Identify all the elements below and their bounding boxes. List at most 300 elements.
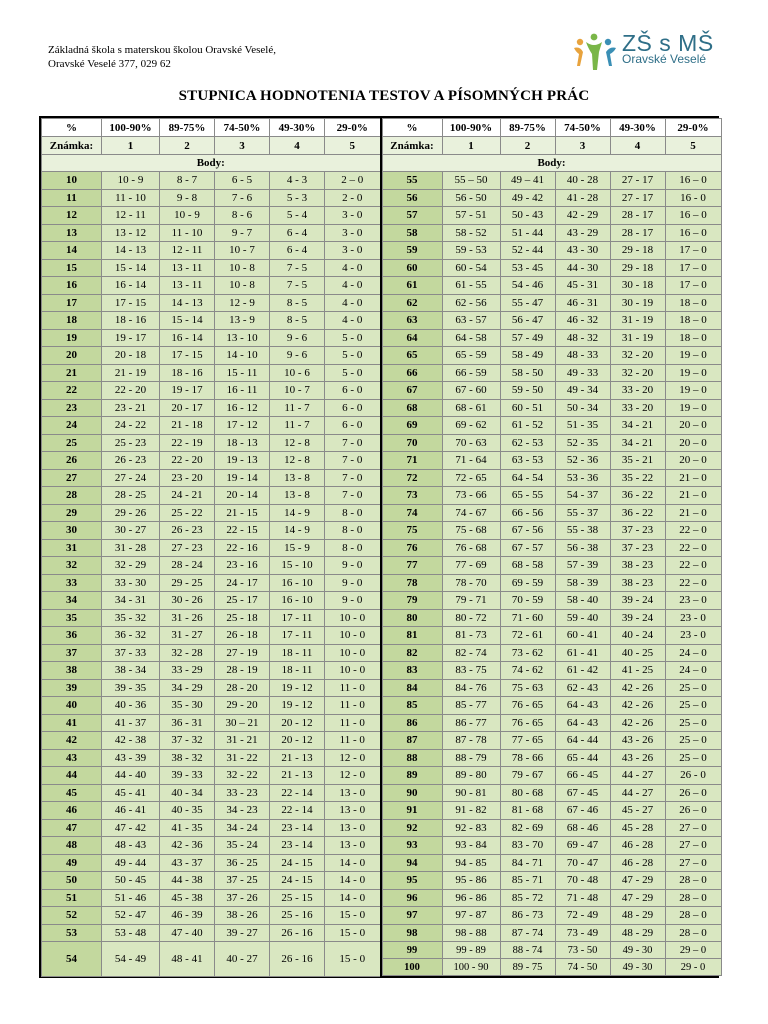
points-range-cell: 17 - 11 xyxy=(270,609,325,627)
table-row xyxy=(382,802,721,820)
points-range-cell: 20 - 18 xyxy=(102,347,160,365)
points-range-cell: 59 - 40 xyxy=(555,609,610,627)
points-range-cell: 71 - 48 xyxy=(555,889,610,907)
points-range-cell: 45 - 28 xyxy=(610,819,665,837)
points-range-cell: 98 - 88 xyxy=(442,924,500,942)
points-range-cell: 100 - 90 xyxy=(442,959,500,976)
table-row xyxy=(42,767,381,785)
points-range-cell: 27 – 0 xyxy=(665,819,721,837)
points-range-cell: 39 - 35 xyxy=(102,679,160,697)
points-range-cell: 53 - 48 xyxy=(102,924,160,942)
points-range-cell: 67 - 45 xyxy=(555,784,610,802)
max-points-cell: 49 xyxy=(42,854,102,872)
table-row xyxy=(42,592,381,610)
points-range-cell: 51 - 44 xyxy=(500,224,555,242)
points-range-cell: 25 - 15 xyxy=(270,889,325,907)
max-points-cell: 80 xyxy=(382,609,442,627)
points-range-cell: 37 - 32 xyxy=(160,732,215,750)
points-range-cell: 11 - 10 xyxy=(102,189,160,207)
points-range-cell: 40 - 36 xyxy=(102,697,160,715)
points-range-cell: 74 - 67 xyxy=(442,504,500,522)
points-range-cell: 75 - 63 xyxy=(500,679,555,697)
points-range-cell: 25 - 22 xyxy=(160,504,215,522)
points-range-cell: 14 - 10 xyxy=(215,347,270,365)
points-range-cell: 70 - 59 xyxy=(500,592,555,610)
points-range-cell: 38 - 26 xyxy=(215,907,270,925)
points-range-cell: 37 - 26 xyxy=(215,889,270,907)
max-points-cell: 75 xyxy=(382,522,442,540)
points-range-cell: 14 - 9 xyxy=(270,504,325,522)
points-range-cell: 10 - 0 xyxy=(325,644,381,662)
points-range-cell: 42 - 38 xyxy=(102,732,160,750)
max-points-cell: 30 xyxy=(42,522,102,540)
points-range-cell: 68 - 46 xyxy=(555,819,610,837)
points-range-cell: 13 - 8 xyxy=(270,487,325,505)
points-range-cell: 26 - 18 xyxy=(215,627,270,645)
percent-header-row xyxy=(382,119,721,137)
points-range-cell: 17 - 12 xyxy=(215,417,270,435)
table-row xyxy=(382,452,721,470)
max-points-cell: 16 xyxy=(42,277,102,295)
table-row xyxy=(42,224,381,242)
points-range-cell: 32 - 29 xyxy=(102,557,160,575)
points-range-cell: 52 - 36 xyxy=(555,452,610,470)
points-range-cell: 20 - 12 xyxy=(270,732,325,750)
max-points-cell: 48 xyxy=(42,837,102,855)
table-row xyxy=(382,189,721,207)
table-row xyxy=(382,347,721,365)
points-range-cell: 36 - 22 xyxy=(610,504,665,522)
points-range-cell: 11 - 7 xyxy=(270,417,325,435)
max-points-cell: 61 xyxy=(382,277,442,295)
points-range-cell: 11 - 0 xyxy=(325,679,381,697)
points-range-cell: 16 - 10 xyxy=(270,592,325,610)
points-range-cell: 24 - 15 xyxy=(270,854,325,872)
points-range-cell: 40 - 35 xyxy=(160,802,215,820)
max-points-cell: 95 xyxy=(382,872,442,890)
max-points-cell: 77 xyxy=(382,557,442,575)
table-row xyxy=(42,732,381,750)
points-range-cell: 48 - 32 xyxy=(555,329,610,347)
max-points-cell: 26 xyxy=(42,452,102,470)
points-range-cell: 60 - 41 xyxy=(555,627,610,645)
points-range-cell: 18 - 13 xyxy=(215,434,270,452)
points-range-cell: 71 - 60 xyxy=(500,609,555,627)
points-range-cell: 28 - 19 xyxy=(215,662,270,680)
points-range-cell: 10 - 9 xyxy=(160,207,215,225)
percent-range: 49-30% xyxy=(270,119,325,137)
table-row xyxy=(42,942,381,977)
points-range-cell: 29 - 0 xyxy=(665,959,721,976)
points-range-cell: 23 - 16 xyxy=(215,557,270,575)
grading-table xyxy=(39,116,719,978)
points-range-cell: 4 - 0 xyxy=(325,294,381,312)
points-range-cell: 14 - 0 xyxy=(325,854,381,872)
points-range-cell: 29 - 18 xyxy=(610,259,665,277)
points-range-cell: 49 - 42 xyxy=(500,189,555,207)
points-range-cell: 17 - 15 xyxy=(160,347,215,365)
people-logo-icon xyxy=(572,32,618,76)
points-range-cell: 15 - 10 xyxy=(270,557,325,575)
points-range-cell: 13 - 0 xyxy=(325,837,381,855)
points-range-cell: 52 - 47 xyxy=(102,907,160,925)
points-range-cell: 17 - 11 xyxy=(270,627,325,645)
points-range-cell: 83 - 75 xyxy=(442,662,500,680)
points-range-cell: 12 - 8 xyxy=(270,434,325,452)
table-row xyxy=(42,294,381,312)
points-range-cell: 37 - 25 xyxy=(215,872,270,890)
points-range-cell: 8 - 0 xyxy=(325,504,381,522)
points-range-cell: 9 - 0 xyxy=(325,592,381,610)
max-points-cell: 98 xyxy=(382,924,442,942)
max-points-cell: 68 xyxy=(382,399,442,417)
points-range-cell: 39 - 33 xyxy=(160,767,215,785)
max-points-cell: 34 xyxy=(42,592,102,610)
points-range-cell: 86 - 73 xyxy=(500,907,555,925)
points-range-cell: 7 - 0 xyxy=(325,434,381,452)
points-range-cell: 65 - 44 xyxy=(555,749,610,767)
points-range-cell: 4 - 3 xyxy=(270,172,325,190)
table-row xyxy=(42,242,381,260)
points-range-cell: 29 - 20 xyxy=(215,697,270,715)
table-row xyxy=(382,784,721,802)
table-row xyxy=(42,364,381,382)
points-range-cell: 22 - 19 xyxy=(160,434,215,452)
points-range-cell: 2 – 0 xyxy=(325,172,381,190)
percent-label: % xyxy=(42,119,102,137)
points-range-cell: 11 - 7 xyxy=(270,399,325,417)
points-range-cell: 28 – 0 xyxy=(665,889,721,907)
points-range-cell: 61 - 42 xyxy=(555,662,610,680)
points-range-cell: 22 - 16 xyxy=(215,539,270,557)
points-range-cell: 14 - 0 xyxy=(325,872,381,890)
points-range-cell: 55 - 37 xyxy=(555,504,610,522)
grade-value: 1 xyxy=(442,137,500,155)
table-row xyxy=(42,854,381,872)
max-points-cell: 60 xyxy=(382,259,442,277)
points-range-cell: 5 - 0 xyxy=(325,329,381,347)
points-range-cell: 66 - 56 xyxy=(500,504,555,522)
points-range-cell: 64 - 43 xyxy=(555,697,610,715)
points-range-cell: 24 – 0 xyxy=(665,644,721,662)
points-range-cell: 9 - 6 xyxy=(270,347,325,365)
points-range-cell: 25 – 0 xyxy=(665,679,721,697)
table-row xyxy=(42,277,381,295)
points-range-cell: 4 - 0 xyxy=(325,259,381,277)
points-range-cell: 76 - 65 xyxy=(500,714,555,732)
points-range-cell: 65 - 59 xyxy=(442,347,500,365)
points-range-cell: 15 - 0 xyxy=(325,942,381,977)
points-range-cell: 56 - 50 xyxy=(442,189,500,207)
table-row xyxy=(42,399,381,417)
points-range-cell: 7 - 5 xyxy=(270,277,325,295)
table-row xyxy=(382,259,721,277)
table-row xyxy=(42,662,381,680)
points-range-cell: 8 - 0 xyxy=(325,522,381,540)
max-points-cell: 57 xyxy=(382,207,442,225)
points-range-cell: 39 - 24 xyxy=(610,609,665,627)
points-range-cell: 31 - 21 xyxy=(215,732,270,750)
points-range-cell: 19 - 13 xyxy=(215,452,270,470)
points-range-cell: 36 - 25 xyxy=(215,854,270,872)
grading-table-left xyxy=(41,118,382,977)
points-range-cell: 12 - 11 xyxy=(160,242,215,260)
points-range-cell: 42 - 36 xyxy=(160,837,215,855)
points-range-cell: 56 - 38 xyxy=(555,539,610,557)
max-points-cell: 72 xyxy=(382,469,442,487)
points-range-cell: 22 - 14 xyxy=(270,802,325,820)
points-range-cell: 9 - 0 xyxy=(325,574,381,592)
points-range-cell: 95 - 86 xyxy=(442,872,500,890)
points-range-cell: 54 - 49 xyxy=(102,942,160,977)
points-range-cell: 40 - 28 xyxy=(555,172,610,190)
points-range-cell: 25 - 18 xyxy=(215,609,270,627)
points-range-cell: 18 - 11 xyxy=(270,662,325,680)
grade-value: 2 xyxy=(500,137,555,155)
points-range-cell: 40 - 24 xyxy=(610,627,665,645)
points-range-cell: 32 - 20 xyxy=(610,364,665,382)
table-row xyxy=(382,837,721,855)
points-range-cell: 12 - 9 xyxy=(215,294,270,312)
table-row xyxy=(42,837,381,855)
points-range-cell: 59 - 50 xyxy=(500,382,555,400)
points-range-cell: 21 - 13 xyxy=(270,767,325,785)
max-points-cell: 38 xyxy=(42,662,102,680)
points-range-cell: 26 – 0 xyxy=(665,802,721,820)
max-points-cell: 66 xyxy=(382,364,442,382)
points-range-cell: 4 - 0 xyxy=(325,312,381,330)
percent-header-row xyxy=(42,119,381,137)
points-range-cell: 29 - 26 xyxy=(102,504,160,522)
max-points-cell: 83 xyxy=(382,662,442,680)
grade-value: 3 xyxy=(215,137,270,155)
max-points-cell: 81 xyxy=(382,627,442,645)
points-range-cell: 41 - 35 xyxy=(160,819,215,837)
points-range-cell: 58 - 50 xyxy=(500,364,555,382)
points-range-cell: 88 - 79 xyxy=(442,749,500,767)
points-range-cell: 51 - 35 xyxy=(555,417,610,435)
max-points-cell: 27 xyxy=(42,469,102,487)
points-range-cell: 22 - 20 xyxy=(102,382,160,400)
points-range-cell: 13 - 12 xyxy=(102,224,160,242)
points-range-cell: 23 - 14 xyxy=(270,837,325,855)
points-range-cell: 33 - 20 xyxy=(610,382,665,400)
percent-range: 49-30% xyxy=(610,119,665,137)
points-range-cell: 65 - 55 xyxy=(500,487,555,505)
table-row xyxy=(42,207,381,225)
max-points-cell: 50 xyxy=(42,872,102,890)
points-range-cell: 24 – 0 xyxy=(665,662,721,680)
points-range-cell: 93 - 84 xyxy=(442,837,500,855)
points-range-cell: 10 - 6 xyxy=(270,364,325,382)
points-range-cell: 62 - 53 xyxy=(500,434,555,452)
points-range-cell: 8 - 5 xyxy=(270,312,325,330)
points-range-cell: 19 - 12 xyxy=(270,679,325,697)
table-row xyxy=(42,889,381,907)
max-points-cell: 21 xyxy=(42,364,102,382)
max-points-cell: 76 xyxy=(382,539,442,557)
table-row xyxy=(42,819,381,837)
points-range-cell: 69 - 62 xyxy=(442,417,500,435)
points-range-cell: 31 - 22 xyxy=(215,749,270,767)
points-range-cell: 99 - 89 xyxy=(442,942,500,959)
points-range-cell: 44 - 27 xyxy=(610,784,665,802)
table-row xyxy=(42,417,381,435)
points-range-cell: 38 - 34 xyxy=(102,662,160,680)
points-range-cell: 43 - 30 xyxy=(555,242,610,260)
max-points-cell: 71 xyxy=(382,452,442,470)
points-range-cell: 16 - 12 xyxy=(215,399,270,417)
table-row xyxy=(42,259,381,277)
points-range-cell: 41 - 37 xyxy=(102,714,160,732)
points-range-cell: 13 - 0 xyxy=(325,819,381,837)
points-range-cell: 85 - 77 xyxy=(442,697,500,715)
table-row xyxy=(382,504,721,522)
table-row xyxy=(382,679,721,697)
table-row xyxy=(42,872,381,890)
points-range-cell: 90 - 81 xyxy=(442,784,500,802)
points-range-cell: 21 - 19 xyxy=(102,364,160,382)
points-range-cell: 21 – 0 xyxy=(665,487,721,505)
points-range-cell: 14 - 13 xyxy=(102,242,160,260)
grade-value: 4 xyxy=(610,137,665,155)
points-range-cell: 19 - 17 xyxy=(160,382,215,400)
points-range-cell: 46 - 28 xyxy=(610,837,665,855)
points-range-cell: 22 - 14 xyxy=(270,784,325,802)
max-points-cell: 69 xyxy=(382,417,442,435)
max-points-cell: 40 xyxy=(42,697,102,715)
table-row xyxy=(42,697,381,715)
points-range-cell: 67 - 57 xyxy=(500,539,555,557)
points-range-cell: 9 - 8 xyxy=(160,189,215,207)
points-range-cell: 85 - 71 xyxy=(500,872,555,890)
points-range-cell: 67 - 60 xyxy=(442,382,500,400)
points-range-cell: 32 - 22 xyxy=(215,767,270,785)
points-range-cell: 70 - 48 xyxy=(555,872,610,890)
points-range-cell: 87 - 78 xyxy=(442,732,500,750)
points-range-cell: 38 - 23 xyxy=(610,557,665,575)
points-range-cell: 84 - 76 xyxy=(442,679,500,697)
points-range-cell: 23 - 21 xyxy=(102,399,160,417)
points-range-cell: 28 – 0 xyxy=(665,907,721,925)
points-range-cell: 20 – 0 xyxy=(665,434,721,452)
points-range-cell: 16 – 0 xyxy=(665,224,721,242)
table-row xyxy=(382,644,721,662)
max-points-cell: 46 xyxy=(42,802,102,820)
points-range-cell: 52 - 35 xyxy=(555,434,610,452)
points-range-cell: 10 - 7 xyxy=(215,242,270,260)
points-range-cell: 16 – 0 xyxy=(665,207,721,225)
grade-label: Známka: xyxy=(42,137,102,155)
points-range-cell: 56 - 47 xyxy=(500,312,555,330)
points-range-cell: 59 - 53 xyxy=(442,242,500,260)
points-range-cell: 37 - 23 xyxy=(610,539,665,557)
points-range-cell: 43 - 26 xyxy=(610,749,665,767)
points-range-cell: 29 - 18 xyxy=(610,242,665,260)
points-range-cell: 79 - 71 xyxy=(442,592,500,610)
points-range-cell: 44 - 30 xyxy=(555,259,610,277)
points-range-cell: 57 - 51 xyxy=(442,207,500,225)
points-range-cell: 34 - 21 xyxy=(610,417,665,435)
points-range-cell: 36 - 32 xyxy=(102,627,160,645)
points-range-cell: 12 - 8 xyxy=(270,452,325,470)
points-range-cell: 30 - 27 xyxy=(102,522,160,540)
points-range-cell: 43 - 29 xyxy=(555,224,610,242)
points-range-cell: 19 – 0 xyxy=(665,364,721,382)
points-range-cell: 27 - 17 xyxy=(610,189,665,207)
points-range-cell: 24 - 22 xyxy=(102,417,160,435)
points-range-cell: 24 - 15 xyxy=(270,872,325,890)
max-points-cell: 28 xyxy=(42,487,102,505)
table-row xyxy=(42,907,381,925)
table-row xyxy=(382,592,721,610)
max-points-cell: 67 xyxy=(382,382,442,400)
max-points-cell: 97 xyxy=(382,907,442,925)
points-range-cell: 74 - 62 xyxy=(500,662,555,680)
points-range-cell: 49 - 30 xyxy=(610,959,665,976)
max-points-cell: 54 xyxy=(42,942,102,977)
points-range-cell: 33 - 23 xyxy=(215,784,270,802)
points-range-cell: 7 - 0 xyxy=(325,469,381,487)
table-row xyxy=(42,172,381,190)
points-range-cell: 19 – 0 xyxy=(665,347,721,365)
table-row xyxy=(382,224,721,242)
points-range-cell: 35 - 24 xyxy=(215,837,270,855)
points-range-cell: 22 – 0 xyxy=(665,557,721,575)
max-points-cell: 62 xyxy=(382,294,442,312)
table-row xyxy=(382,942,721,959)
points-range-cell: 49 – 41 xyxy=(500,172,555,190)
percent-label: % xyxy=(382,119,442,137)
table-row xyxy=(382,382,721,400)
table-row xyxy=(382,434,721,452)
points-range-cell: 5 - 0 xyxy=(325,364,381,382)
table-row xyxy=(42,802,381,820)
points-range-cell: 7 - 6 xyxy=(215,189,270,207)
points-range-cell: 34 - 31 xyxy=(102,592,160,610)
points-range-cell: 87 - 74 xyxy=(500,924,555,942)
points-range-cell: 10 - 0 xyxy=(325,662,381,680)
points-range-cell: 8 - 7 xyxy=(160,172,215,190)
logo-subtitle: Oravské Veselé xyxy=(622,52,707,66)
points-range-cell: 53 - 45 xyxy=(500,259,555,277)
points-range-cell: 24 - 17 xyxy=(215,574,270,592)
points-range-cell: 34 - 23 xyxy=(215,802,270,820)
points-range-cell: 55 - 47 xyxy=(500,294,555,312)
points-range-cell: 47 - 29 xyxy=(610,872,665,890)
max-points-cell: 55 xyxy=(382,172,442,190)
percent-range: 89-75% xyxy=(160,119,215,137)
max-points-cell: 64 xyxy=(382,329,442,347)
points-range-cell: 48 - 43 xyxy=(102,837,160,855)
points-range-cell: 27 – 0 xyxy=(665,854,721,872)
points-range-cell: 66 - 45 xyxy=(555,767,610,785)
points-range-cell: 31 - 26 xyxy=(160,609,215,627)
points-range-cell: 19 - 17 xyxy=(102,329,160,347)
points-range-cell: 46 - 39 xyxy=(160,907,215,925)
points-range-cell: 12 - 11 xyxy=(102,207,160,225)
points-range-cell: 46 - 28 xyxy=(610,854,665,872)
table-row xyxy=(382,627,721,645)
max-points-cell: 100 xyxy=(382,959,442,976)
table-row xyxy=(42,784,381,802)
points-range-cell: 66 - 59 xyxy=(442,364,500,382)
points-range-cell: 61 - 55 xyxy=(442,277,500,295)
points-range-cell: 20 - 12 xyxy=(270,714,325,732)
points-range-cell: 34 - 29 xyxy=(160,679,215,697)
points-range-cell: 37 - 23 xyxy=(610,522,665,540)
points-range-cell: 16 – 0 xyxy=(665,172,721,190)
